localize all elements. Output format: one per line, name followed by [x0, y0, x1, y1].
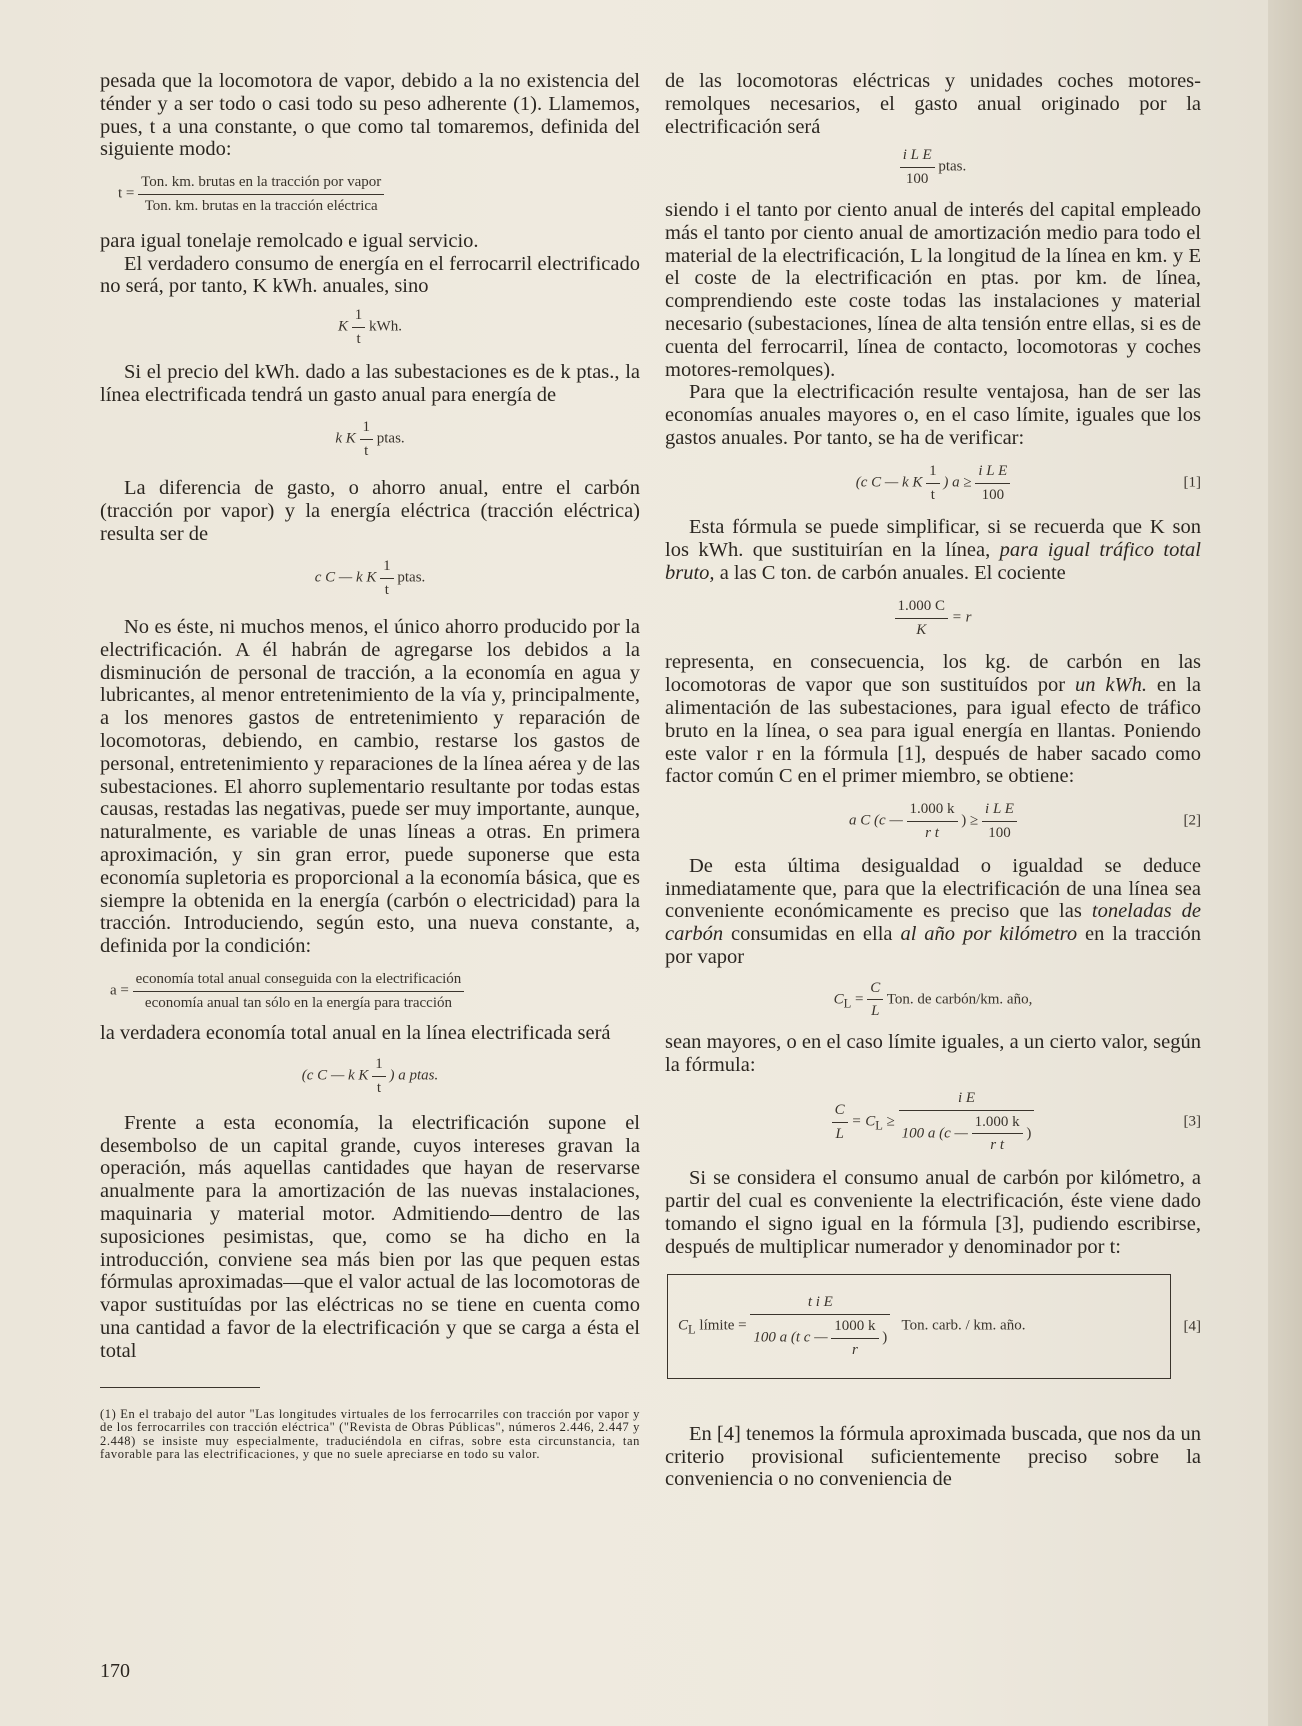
paragraph: Frente a esta economía, la electrificación supone el desembolso de un capital grande, cuyos intereses gravan la operación, más aquellas cantidades que hayan de reservarse anualmente para la amortización de las nuevas instalaciones, maquinaria y material motor. Admitiendo—dentro de las suposiciones pesimistas, que, como se ha dicho en la introducción, conviene sea más bien por las que pequen estas fórmulas aproximadas—que el valor actual de las locomotoras de vapor sustituídas por las eléctricas no se tiene en cuenta como una cantidad a favor de la electrificación y que se carga a ésta el total: [100, 1111, 640, 1362]
numerator: i L E: [982, 798, 1017, 822]
denominator: [899, 1111, 1035, 1158]
fraction: [832, 1099, 848, 1146]
text-run: Esta fórmula se puede simplificar, si se recuerda que K son los kWh. que sustituirían en la línea,: [665, 516, 1201, 562]
paragraph: de las locomotoras eléctricas y unidades coches motores-remolques necesarios, el gasto anual originado por la electrificación será: [665, 70, 1201, 138]
numerator: 1.000 k: [907, 798, 958, 822]
formula-1: [665, 460, 1201, 507]
formula-term: a C (c —: [849, 812, 903, 829]
denominator: r: [852, 1342, 858, 1359]
fraction: [372, 1053, 386, 1100]
formula-annual-cost: [665, 144, 1201, 191]
footnote: (1) En el trabajo del autor "Las longitudes virtuales de los ferrocarriles con tracción por vapor y de los ferrocarriles con tracción eléctrica" ("Revista de Obras Públicas", números 2.446, 2.447 y 2.448) se insiste muy especialmente, traduciéndola en cifras, sobre esta circunstancia, tan favorable para las electrificaciones, y que no suele apreciarse en todo su valor.: [100, 1406, 640, 1462]
paragraph: para igual tonelaje remolcado e igual servicio.: [100, 229, 479, 252]
formula-4-wrapper: [665, 1274, 1201, 1378]
formula-term: ) ≥: [961, 812, 979, 829]
paragraph: sean mayores, o en el caso límite iguales, a un cierto valor, según la fórmula:: [665, 1031, 1201, 1077]
equation-number: [4]: [1183, 1318, 1201, 1335]
formula-term: límite =: [695, 1318, 751, 1335]
numerator: i E: [899, 1087, 1035, 1111]
formula-lhs: t =: [118, 185, 135, 202]
denominator: 100: [981, 486, 1005, 503]
text-run-italic: al año por kilómetro: [900, 923, 1078, 946]
formula-term: =: [851, 991, 868, 1008]
equation-number: [3]: [1183, 1113, 1201, 1130]
numerator: 1: [360, 416, 374, 440]
left-column: [100, 70, 640, 1462]
fraction: [138, 171, 384, 218]
formula-energy-cost: [100, 416, 640, 463]
fraction: [352, 304, 366, 351]
denominator: t: [384, 582, 389, 599]
paragraph: Si se considera el consumo anual de carbón por kilómetro, a partir del cual es conveniente la electrificación, éste viene dado tomando el signo igual en la fórmula [3], pudiendo escribirse, después de multiplicar numerador y denominador por t:: [665, 1167, 1201, 1258]
text-run: representa, en consecuencia, los kg. de carbón en las locomotoras de vapor que son sustituídos por: [665, 651, 1201, 697]
formula-unit: Ton. carb. / km. año.: [901, 1318, 1026, 1335]
fraction: [380, 555, 394, 602]
fraction: [867, 977, 883, 1024]
fraction: [831, 1315, 878, 1362]
fraction: [895, 595, 949, 642]
paragraph: [665, 516, 1201, 584]
denominator: t: [364, 443, 369, 460]
formula-term: C: [833, 991, 844, 1008]
denominator: L: [871, 1003, 880, 1020]
numerator: C: [832, 1099, 848, 1123]
numerator: 1: [372, 1053, 386, 1077]
numerator: 1: [926, 460, 940, 484]
formula-4-box: [667, 1274, 1171, 1378]
fraction: [750, 1291, 890, 1361]
formula-term: 100 a (t c —: [753, 1329, 828, 1346]
numerator: 1: [352, 304, 366, 328]
formula-kwh: [100, 304, 640, 351]
numerator: C: [867, 977, 883, 1001]
text-run: en la tracción por vapor: [665, 923, 1202, 968]
denominator: t: [356, 330, 361, 347]
numerator: t i E: [750, 1291, 890, 1315]
paragraph: La diferencia de gasto, o ahorro anual, entre el carbón (tracción por vapor) y la energía eléctrica (tracción eléctrica) resulta ser de: [100, 476, 640, 545]
formula-term: K: [338, 318, 349, 335]
formula-unit: ptas.: [938, 159, 967, 176]
formula-term: 100 a (c —: [901, 1125, 968, 1142]
formula-3: [665, 1087, 1201, 1157]
denominator: 100: [988, 824, 1011, 841]
paragraph: [665, 651, 1201, 788]
formula-lhs: a =: [110, 982, 129, 999]
formula-unit: Ton. de carbón/km. año,: [886, 991, 1033, 1008]
paragraph: la verdadera economía total anual en la línea electrificada será: [100, 1022, 611, 1045]
formula-unit: ptas.: [397, 570, 426, 587]
formula-term: k K: [335, 431, 356, 448]
formula-2: [665, 798, 1201, 845]
formula-term: ): [1026, 1125, 1032, 1142]
numerator: i L E: [900, 144, 935, 168]
paragraph: No es éste, ni muchos menos, el único ahorro producido por la electrificación. A él habrán de agregarse los debidos a la disminución de personal de tracción, a la economía en agua y lubricantes, al menor entretenimiento de la vía y, principalmente, a los menores gastos de entretenimiento y reparación de locomotoras, debiendo, en cambio, restarse los gastos de personal, entretenimiento y reparaciones de la línea aérea y de las subestaciones. El ahorro suplementario resultante por todas estas causas, restadas las negativas, puede ser muy importante, aunque, naturalmente, es variable de unas líneas a otras. En primera aproximación, y sin gran error, puede suponerse que esta economía supletoria es proporcional a la economía básica, que es siempre la obtenida en la energía (carbón o electricidad) para la tracción. Introduciendo, según esto, una nueva constante, a, definida por la condición:: [100, 615, 640, 958]
subscript: L: [688, 1323, 696, 1338]
denominator: t: [930, 486, 935, 503]
formula-saving: [100, 555, 640, 602]
numerator: i L E: [975, 460, 1010, 484]
equation-number: [1]: [1183, 474, 1201, 491]
subscript: L: [875, 1118, 883, 1133]
paragraph: [665, 855, 1201, 969]
text-run: consumidas en ella: [723, 923, 901, 946]
formula-term: ): [882, 1329, 888, 1346]
paragraph: Para que la electrificación resulte ventajosa, han de ser las economías anuales mayores o, en el caso límite, iguales que los gastos anuales. Por tanto, se ha de verificar:: [665, 381, 1201, 449]
formula-term: = C: [851, 1113, 876, 1130]
formula-unit: kWh.: [369, 318, 402, 335]
denominator: r t: [990, 1137, 1005, 1154]
text-run-italic: para igual tráfico total bruto,: [665, 539, 1201, 584]
right-column: [665, 70, 1201, 1491]
paragraph: pesada que la locomotora de vapor, debido a la no existencia del ténder y a ser todo o casi todo su peso adherente (1). Llamemos, pues, t a una constante, o que como tal tomaremos, definida del siguiente modo:: [100, 70, 640, 161]
numerator: economía total anual conseguida con la electrificación: [133, 968, 465, 992]
denominator: 100: [905, 171, 929, 188]
formula-t: [118, 171, 640, 218]
fraction: [907, 798, 958, 845]
text-run: De esta última desigualdad o igualdad se deduce inmediatamente que, para que la electrificación de una línea sea conveniente económicamente es preciso que las: [665, 854, 1201, 923]
fraction: [982, 798, 1017, 845]
paragraph: En [4] tenemos la fórmula aproximada buscada, que nos da un criterio provisional suficientemente preciso sobre la conveniencia o no conveniencia de: [665, 1422, 1201, 1491]
formula-term: (c C — k K: [855, 474, 923, 491]
paragraph: El verdadero consumo de energía en el ferrocarril electrificado no será, por tanto, K kWh. anuales, sino: [100, 252, 640, 298]
fraction: [133, 968, 465, 1015]
page-edge: [1268, 0, 1302, 1726]
formula-term: = r: [951, 609, 972, 626]
fraction: [360, 416, 374, 463]
text-run-italic: toneladas de carbón: [665, 900, 1201, 946]
fraction: [900, 144, 935, 191]
text-run: en la alimentación de las subestaciones, para igual efecto de tráfico bruto en la línea, o sea para igual energía en llantas. Poniendo este valor r en la fórmula [1], después de haber sacado como factor común C en el primer miembro, se obtiene:: [665, 674, 1201, 788]
denominator: L: [835, 1125, 844, 1142]
formula-a: [110, 968, 640, 1015]
denominator: [750, 1315, 890, 1362]
numerator: 1.000 k: [972, 1111, 1023, 1135]
numerator: Ton. km. brutas en la tracción por vapor: [141, 174, 382, 191]
subscript: L: [843, 996, 852, 1011]
numerator: 1: [380, 555, 394, 579]
footnote-rule: [100, 1387, 260, 1388]
numerator: 1.000 C: [895, 595, 949, 619]
fraction: [975, 460, 1010, 507]
formula-total-economy: [100, 1053, 640, 1100]
formula-term: ≥: [882, 1113, 895, 1130]
denominator: t: [376, 1080, 382, 1097]
fraction: [926, 460, 940, 507]
formula-term: (c C — k K: [301, 1068, 369, 1085]
text-run-italic: un kWh.: [1075, 674, 1147, 697]
fraction: [972, 1111, 1023, 1158]
formula-term: C: [678, 1318, 689, 1335]
formula-term: ) a ≥: [943, 474, 972, 491]
denominator: r t: [925, 824, 939, 841]
numerator: 1000 k: [831, 1315, 878, 1339]
formula-term: c C — k K: [314, 570, 377, 587]
denominator: K: [916, 621, 927, 638]
paragraph: Si el precio del kWh. dado a las subestaciones es de k ptas., la línea electrificada tendrá un gasto anual para energía de: [100, 360, 640, 406]
formula-cl: [665, 977, 1201, 1024]
formula-r: [665, 595, 1201, 642]
text-run: a las C ton. de carbón anuales. El cociente: [714, 561, 1066, 584]
fraction: [899, 1087, 1035, 1157]
formula-unit: ptas.: [376, 431, 405, 448]
paragraph: siendo i el tanto por ciento anual de interés del capital empleado más el tanto por ciento anual de amortización medio para todo el material de la electrificación, L la longitud de la línea en km. y E el coste de la electrificación en ptas. por km. de línea, comprendiendo este coste todas las instalaciones y material necesario (subestaciones, línea de alta tensión entre ellas, si es de cuenta del ferrocarril, línea de contacto, locomotoras y coches motores-remolques).: [665, 198, 1201, 381]
formula-term: ) a ptas.: [389, 1068, 439, 1085]
page-number: 170: [100, 1660, 130, 1682]
denominator: economía anual tan sólo en la energía para tracción: [144, 994, 453, 1011]
equation-number: [2]: [1183, 813, 1201, 830]
denominator: Ton. km. brutas en la tracción eléctrica: [138, 194, 384, 218]
